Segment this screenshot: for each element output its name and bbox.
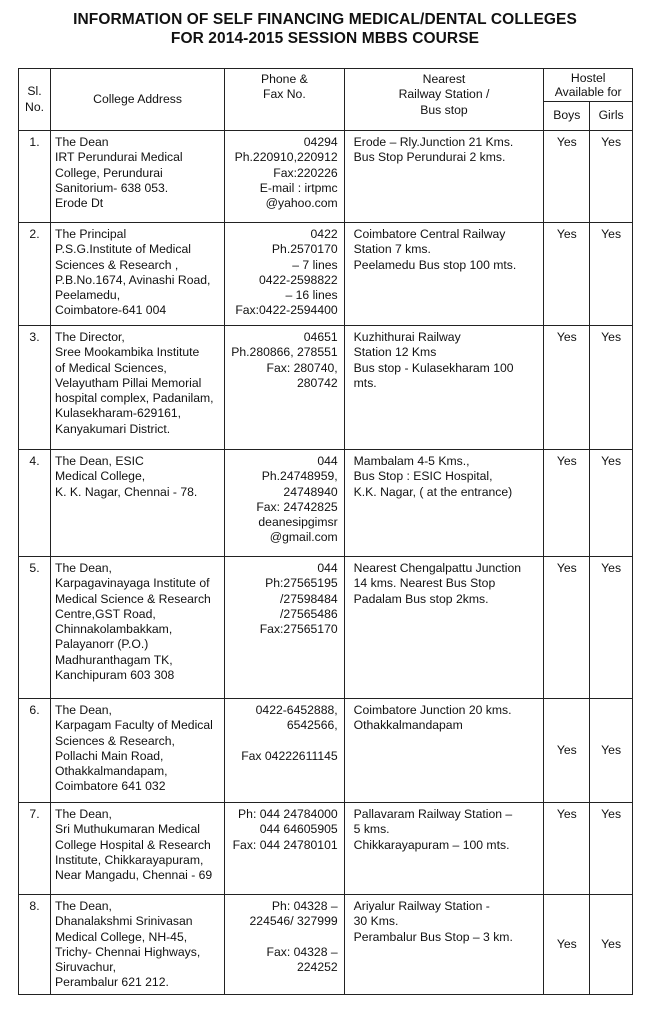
row-number: 6.: [19, 699, 51, 803]
row-number: 7.: [19, 803, 51, 895]
hostel-boys: Yes: [544, 557, 590, 699]
college-address: The Dean, Karpagam Faculty of Medical Sciences & Research, Pollachi Main Road, Othakkalmandapam, Coimbatore 641 032: [51, 699, 225, 803]
nearest-station: Kuzhithurai Railway Station 12 Kms Bus stop - Kulasekharam 100 mts.: [344, 326, 544, 450]
nearest-station: Ariyalur Railway Station - 30 Kms. Perambalur Bus Stop – 3 km.: [344, 895, 544, 995]
phone-fax: Ph: 04328 – 224546/ 327999 Fax: 04328 – 224252: [225, 895, 345, 995]
row-number: 3.: [19, 326, 51, 450]
nearest-station: Nearest Chengalpattu Junction 14 kms. Nearest Bus Stop Padalam Bus stop 2kms.: [344, 557, 544, 699]
hostel-girls: Yes: [590, 326, 633, 450]
colleges-table: [18, 68, 633, 995]
header-phone: Phone & Fax No.: [225, 69, 345, 131]
row-number: 1.: [19, 131, 51, 223]
hostel-boys: Yes: [544, 699, 590, 803]
college-address: The Principal P.S.G.Institute of Medical Sciences & Research , P.B.No.1674, Avinashi Road, Peelamedu, Coimbatore-641 004: [51, 223, 225, 326]
nearest-station: Coimbatore Junction 20 kms. Othakkalmandapam: [344, 699, 544, 803]
hostel-boys: Yes: [544, 326, 590, 450]
header-address: College Address: [51, 69, 225, 131]
hostel-girls: Yes: [590, 223, 633, 326]
header-girls: Girls: [590, 102, 633, 131]
hostel-boys: Yes: [544, 895, 590, 995]
header-rail: Nearest Railway Station / Bus stop: [344, 69, 544, 131]
nearest-station: Coimbatore Central Railway Station 7 kms. Peelamedu Bus stop 100 mts.: [344, 223, 544, 326]
nearest-station: Erode – Rly.Junction 21 Kms. Bus Stop Perundurai 2 kms.: [344, 131, 544, 223]
phone-fax: 04651 Ph.280866, 278551 Fax: 280740, 280742: [225, 326, 345, 450]
college-address: The Dean, Sri Muthukumaran Medical College Hospital & Research Institute, Chikkarayapuram, Near Mangadu, Chennai - 69: [51, 803, 225, 895]
table-row: [19, 557, 633, 699]
title-line-1: INFORMATION OF SELF FINANCING MEDICAL/DENTAL COLLEGES: [73, 11, 577, 28]
college-address: The Dean, Dhanalakshmi Srinivasan Medical College, NH-45, Trichy- Chennai Highways, Siruvachur, Perambalur 621 212.: [51, 895, 225, 995]
phone-fax: 044 Ph:27565195 /27598484 /27565486 Fax:27565170: [225, 557, 345, 699]
header-hostel: Hostel Available for: [544, 69, 633, 102]
table-row: [19, 223, 633, 326]
row-number: 4.: [19, 450, 51, 557]
header-row-1: [19, 69, 633, 102]
row-number: 5.: [19, 557, 51, 699]
row-number: 2.: [19, 223, 51, 326]
phone-fax: 0422 Ph.2570170 – 7 lines 0422-2598822 – 16 lines Fax:0422-2594400: [225, 223, 345, 326]
hostel-girls: Yes: [590, 557, 633, 699]
college-address: The Dean, Karpagavinayaga Institute of Medical Science & Research Centre,GST Road, Chinnakolambakkam, Palayanorr (P.O.) Madhuranthagam TK, Kanchipuram 603 308: [51, 557, 225, 699]
title-line-2: FOR 2014-2015 SESSION MBBS COURSE: [170, 30, 480, 47]
hostel-boys: Yes: [544, 131, 590, 223]
phone-fax: 04294 Ph.220910,220912 Fax:220226 E-mail : irtpmc @yahoo.com: [225, 131, 345, 223]
row-number: 8.: [19, 895, 51, 995]
phone-fax: 044 Ph.24748959, 24748940 Fax: 24742825 deanesipgimsr @gmail.com: [225, 450, 345, 557]
nearest-station: Mambalam 4-5 Kms., Bus Stop : ESIC Hospital, K.K. Nagar, ( at the entrance): [344, 450, 544, 557]
table-row: [19, 895, 633, 995]
college-address: The Director, Sree Mookambika Institute of Medical Sciences, Velayutham Pillai Memorial hospital complex, Padanilam, Kulasekharam-629161, Kanyakumari District.: [51, 326, 225, 450]
table-row: [19, 803, 633, 895]
hostel-boys: Yes: [544, 450, 590, 557]
hostel-girls: Yes: [590, 803, 633, 895]
phone-fax: Ph: 044 24784000 044 64605905 Fax: 044 24780101: [225, 803, 345, 895]
header-boys: Boys: [544, 102, 590, 131]
table-row: [19, 450, 633, 557]
phone-fax: 0422-6452888, 6542566, Fax 04222611145: [225, 699, 345, 803]
hostel-girls: Yes: [590, 699, 633, 803]
table-row: [19, 131, 633, 223]
hostel-girls: Yes: [590, 895, 633, 995]
college-address: The Dean, ESIC Medical College, K. K. Nagar, Chennai - 78.: [51, 450, 225, 557]
table-row: [19, 326, 633, 450]
hostel-girls: Yes: [590, 450, 633, 557]
hostel-boys: Yes: [544, 803, 590, 895]
nearest-station: Pallavaram Railway Station – 5 kms. Chikkarayapuram – 100 mts.: [344, 803, 544, 895]
college-address: The Dean IRT Perundurai Medical College, Perundurai Sanitorium- 638 053. Erode Dt: [51, 131, 225, 223]
document-title: [0, 0, 650, 48]
table-row: [19, 699, 633, 803]
table-body: [19, 131, 633, 995]
hostel-boys: Yes: [544, 223, 590, 326]
header-slno: Sl. No.: [19, 69, 51, 131]
hostel-girls: Yes: [590, 131, 633, 223]
